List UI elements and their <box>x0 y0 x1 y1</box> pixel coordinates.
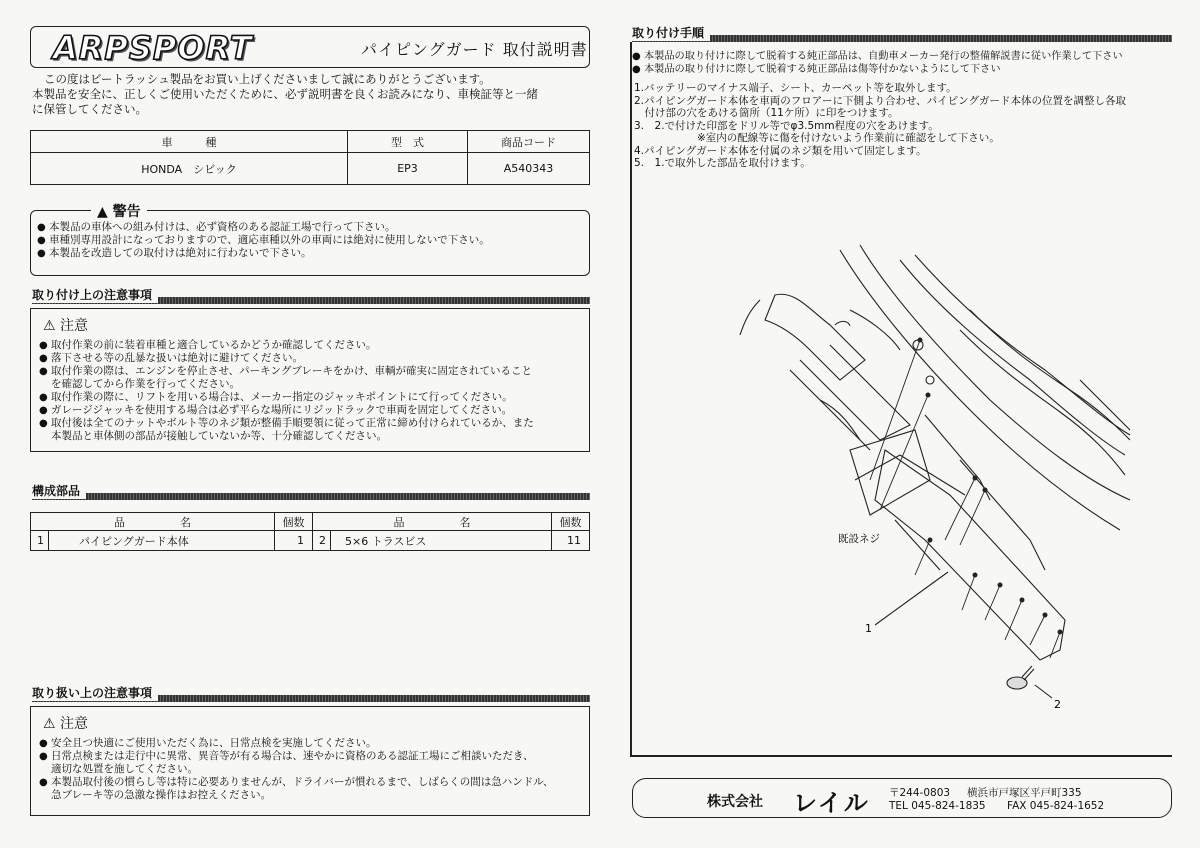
part-no: 1 <box>31 531 49 551</box>
handling-item-cont: 急ブレーキ等の急激な操作はお控えください。 <box>51 789 272 801</box>
procedure-steps <box>634 82 1184 170</box>
warning-triangle-icon: ▲ <box>97 204 108 220</box>
caution-triangle-icon: ⚠ <box>43 716 56 732</box>
company-name: レイル <box>793 789 870 817</box>
parts-header <box>32 484 590 498</box>
procedure-step: 4.パイピングガード本体を付属のネジ類を用いて固定します。 <box>634 144 927 157</box>
caution-item: ● 取付後は全てのナットやボルト等のネジ類が整備手順要領に従って正常に締め付けられているか、また <box>39 417 583 430</box>
handling-item: ● 日常点検または走行中に異常、異音等が有る場合は、速やかに資格のある認証工場にご相談いただき、 <box>39 750 583 763</box>
procedure-step: 2.パイピングガード本体を車両のフロアーに下側より合わせ、パイピングガード本体の位置を調整し各取 <box>634 94 1126 107</box>
existing-screw-label: 既設ネジ <box>838 533 880 545</box>
model-cell: EP3 <box>348 153 468 185</box>
warning-title <box>91 201 147 221</box>
install-caution-box <box>30 308 590 452</box>
procedure-step: ※室内の配線等に傷を付けないよう作業前に確認をして下さい。 <box>634 132 1000 144</box>
warning-title-text: 警告 <box>112 204 141 220</box>
caution-triangle-icon: ⚠ <box>43 318 56 334</box>
intro-text <box>32 72 592 117</box>
vehicle-header: 車 種 <box>31 131 348 153</box>
handling-caution-box <box>30 706 590 816</box>
procedure-frame-left <box>630 42 632 756</box>
code-header: 商品コード <box>468 131 590 153</box>
company-box <box>632 778 1172 818</box>
part-name: 5×6 トラスビス <box>331 531 552 551</box>
company-tel: TEL 045-824-1835 <box>889 800 986 812</box>
caution-item: ● 取付作業の際に、リフトを用いる場合は、メーカー指定のジャッキポイントにて行ってください。 <box>39 391 583 404</box>
procedure-step: 5. 1.で取外した部品を取付けます。 <box>634 157 811 169</box>
intro-line: に保管してください。 <box>32 102 147 116</box>
part-name-header: 品 名 <box>313 513 552 531</box>
model-header: 型 式 <box>348 131 468 153</box>
procedure-header <box>632 26 1172 40</box>
warning-item: ● 本製品を改造しての取付けは絶対に行わないで下さい。 <box>37 247 589 260</box>
part-no: 2 <box>313 531 331 551</box>
warning-box <box>30 204 590 276</box>
caution-item: ● 取付作業の前に装着車種と適合しているかどうか確認してください。 <box>39 339 583 352</box>
company-name-prefix: 株式会社 <box>707 794 763 810</box>
intro-line: この度はビートラッシュ製品をお買い上げくださいまして誠にありがとうございます。 <box>44 72 491 86</box>
caution-item: ● 取付作業の際は、エンジンを停止させ、パーキングブレーキをかけ、車輌が確実に固定されていること <box>39 365 583 378</box>
company-postal: 〒244-0803 <box>889 787 951 799</box>
part2-label: 2 <box>1054 698 1061 711</box>
company-fax: FAX 045-824-1652 <box>1007 800 1105 812</box>
caution-item: ● 落下させる等の乱暴な扱いは絶対に避けてください。 <box>39 352 583 365</box>
parts-label: 構成部品 <box>32 482 86 499</box>
procedure-step: 3. 2.で付けた印部をドリル等でφ3.5mm程度の穴をあけます。 <box>634 119 939 132</box>
procedure-frame-bottom <box>630 755 1172 757</box>
part-qty: 1 <box>275 531 313 551</box>
procedure-step: 1.バッテリーのマイナス端子、シート、カーペット等を取外します。 <box>634 82 957 94</box>
company-address: 横浜市戸塚区平戸町335 <box>967 787 1082 799</box>
procedure-note: ● 本製品の取り付けに際して脱着する純正部品は、自動車メーカー発行の整備解説書に従い作業して下さい <box>632 50 1182 63</box>
intro-line: 本製品を安全に、正しくご使用いただくために、必ず説明書を良くお読みになり、車検証等と一緒 <box>32 87 538 101</box>
caution-item-cont: 本製品と車体側の部品が接触していないか等、十分確認してください。 <box>51 430 387 442</box>
header-box <box>30 26 590 68</box>
code-cell: A540343 <box>468 153 590 185</box>
handling-item: ● 本製品取付後の慣らし等は特に必要ありませんが、ドライバーが慣れるまで、しばらくの間は急ハンドル、 <box>39 776 583 789</box>
caution-item-cont: を確認してから作業を行ってください。 <box>51 378 240 390</box>
caution-item: ● ガレージジャッキを使用する場合は必ず平らな場所にリジッドラックで車両を固定してください。 <box>39 404 583 417</box>
handling-caution-label: 取り扱い上の注意事項 <box>32 684 158 701</box>
vehicle-table <box>30 130 590 185</box>
procedure-label: 取り付け手順 <box>632 24 710 41</box>
part-qty-header: 個数 <box>275 513 313 531</box>
caution-title-text: 注意 <box>60 318 89 334</box>
procedure-notes <box>632 50 1182 76</box>
brand-logo: ARPSPORT <box>53 29 253 67</box>
install-caution-label: 取り付け上の注意事項 <box>32 286 158 303</box>
warning-item: ● 車種別専用設計になっておりますので、適応車種以外の車両には絶対に使用しないで下さい。 <box>37 234 589 247</box>
part-qty-header: 個数 <box>552 513 590 531</box>
procedure-note: ● 本製品の取り付けに際して脱着する純正部品は傷等付かないようにして下さい <box>632 63 1182 76</box>
part-name-header: 品 名 <box>31 513 275 531</box>
page-title: パイピングガード 取付説明書 <box>361 40 588 59</box>
part-name: パイピングガード本体 <box>49 531 275 551</box>
part-qty: 11 <box>552 531 590 551</box>
handling-title <box>43 713 583 733</box>
handling-caution-header <box>32 686 590 700</box>
handling-title-text: 注意 <box>60 716 89 732</box>
caution-title <box>43 315 583 335</box>
part1-label: 1 <box>865 622 872 635</box>
parts-table <box>30 512 590 551</box>
warning-item: ● 本製品の車体への組み付けは、必ず資格のある認証工場で行って下さい。 <box>37 221 589 234</box>
handling-item-cont: 適切な処置を施してください。 <box>51 763 198 775</box>
vehicle-cell: HONDA シビック <box>31 153 348 185</box>
installation-diagram <box>700 240 1170 720</box>
handling-item: ● 安全且つ快適にご使用いただく為に、日常点検を実施してください。 <box>39 737 583 750</box>
install-caution-header <box>32 288 590 302</box>
procedure-step: 付け部の穴をあける箇所（11ケ所）に印をつけます。 <box>634 107 899 119</box>
